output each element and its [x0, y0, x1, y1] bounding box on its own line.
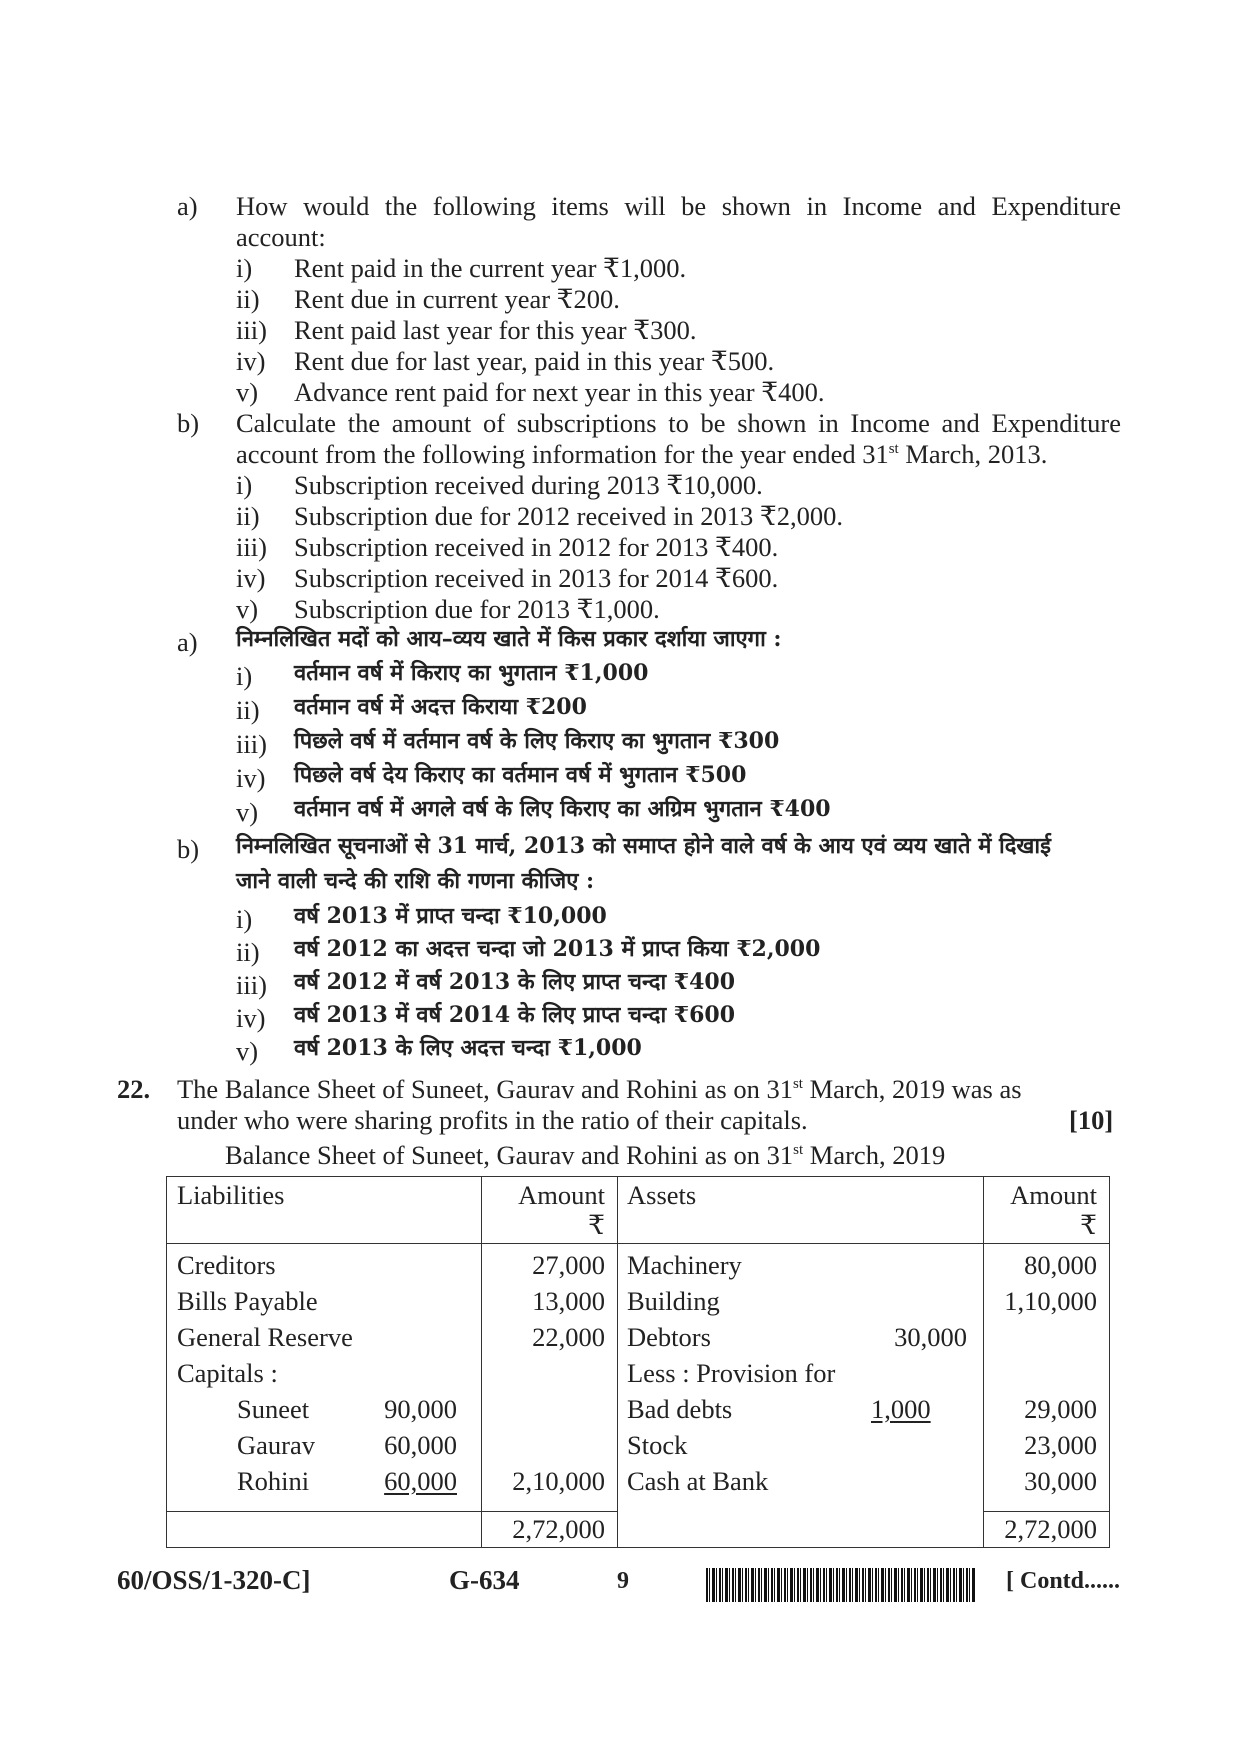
- q-a-label: a): [177, 191, 198, 221]
- asset-label: Cash at Bank: [627, 1466, 769, 1496]
- list-item-num: v): [236, 797, 259, 827]
- list-item-text: Subscription received in 2013 for 2014 ₹600.: [294, 563, 779, 593]
- q22-line1: The Balance Sheet of Suneet, Gaurav and Rohini as on 31st March, 2019 was as: [177, 1074, 1022, 1104]
- header-amount: Amount: [1010, 1180, 1097, 1210]
- liability-label: Bills Payable: [177, 1286, 318, 1316]
- table-caption: Balance Sheet of Suneet, Gaurav and Rohini as on 31st March, 2019: [225, 1140, 946, 1170]
- marks-badge: [10]: [1069, 1105, 1114, 1135]
- liability-amount: 27,000: [532, 1250, 605, 1280]
- total-assets: 2,72,000: [1004, 1514, 1097, 1544]
- list-item-text: पिछले वर्ष देय किराए का वर्तमान वर्ष में भुगतान ₹500: [294, 762, 747, 788]
- liability-amount: 22,000: [532, 1322, 605, 1352]
- list-item-num: iv): [236, 346, 266, 376]
- asset-inner-amount: 30,000: [894, 1322, 967, 1352]
- asset-label: Less : Provision for: [627, 1358, 836, 1388]
- list-item-num: iv): [236, 763, 266, 793]
- list-item-text: वर्तमान वर्ष में अदत्त किराया ₹200: [294, 694, 587, 720]
- capital-value: 60,000: [384, 1466, 457, 1496]
- contd-label: [ Contd......: [1006, 1568, 1121, 1594]
- list-item-num: iii): [236, 970, 267, 1000]
- list-item-text: पिछले वर्ष में वर्तमान वर्ष के लिए किराए का भुगतान ₹300: [294, 728, 780, 754]
- liability-label: Capitals :: [177, 1358, 278, 1388]
- list-item-num: i): [236, 253, 253, 283]
- list-item-num: v): [236, 594, 259, 624]
- rupee-symbol: ₹: [1080, 1210, 1097, 1240]
- q-a-line1: How would the following items will be shown in Income and Expenditure: [236, 191, 1121, 221]
- list-item-num: iii): [236, 532, 267, 562]
- question-number: 22.: [117, 1074, 151, 1104]
- liability-label: Creditors: [177, 1250, 276, 1280]
- list-item-text: Rent paid last year for this year ₹300.: [294, 315, 697, 345]
- list-item-num: i): [236, 661, 253, 691]
- list-item-text: वर्तमान वर्ष में किराए का भुगतान ₹1,000: [294, 660, 649, 686]
- asset-label: Debtors: [627, 1322, 711, 1352]
- list-item-text: Subscription received during 2013 ₹10,000.: [294, 470, 763, 500]
- list-item-num: i): [236, 904, 253, 934]
- asset-amount: 30,000: [1024, 1466, 1097, 1496]
- list-item-num: v): [236, 377, 259, 407]
- liability-label: General Reserve: [177, 1322, 353, 1352]
- q22-line2: under who were sharing profits in the ratio of their capitals.: [177, 1105, 808, 1135]
- total-divider-left: [167, 1511, 617, 1512]
- hindi-b-line1: निम्नलिखित सूचनाओं से 31 मार्च, 2013 को समाप्त होने वाले वर्ष के आय एवं व्यय खाते में दिखाई: [236, 833, 1051, 859]
- q-b-line2: account from the following information for the year ended 31st March, 2013.: [236, 439, 1048, 469]
- list-item-text: Rent due for last year, paid in this year ₹500.: [294, 346, 775, 376]
- hindi-a-label: a): [177, 627, 198, 657]
- list-item-num: iii): [236, 315, 267, 345]
- header-amount: Amount: [518, 1180, 605, 1210]
- total-liabilities: 2,72,000: [512, 1514, 605, 1544]
- column-divider: [481, 1177, 482, 1547]
- asset-amount: 29,000: [1024, 1394, 1097, 1424]
- list-item-num: i): [236, 470, 253, 500]
- q-b-line1: Calculate the amount of subscriptions to be shown in Income and Expenditure: [236, 408, 1121, 438]
- q-a-line2: account:: [236, 222, 326, 252]
- asset-label: Machinery: [627, 1250, 742, 1280]
- capital-name: Gaurav: [237, 1430, 315, 1460]
- asset-label: Building: [627, 1286, 720, 1316]
- asset-label: Stock: [627, 1430, 688, 1460]
- barcode-image: [706, 1568, 976, 1602]
- total-divider-right: [983, 1511, 1109, 1512]
- liability-amount: 13,000: [532, 1286, 605, 1316]
- header-divider: [167, 1243, 1109, 1244]
- list-item-num: iii): [236, 729, 267, 759]
- hindi-a-line1: निम्नलिखित मदों को आय–व्यय खाते में किस प्रकार दर्शाया जाएगा :: [236, 626, 782, 652]
- list-item-num: ii): [236, 501, 260, 531]
- list-item-num: ii): [236, 937, 260, 967]
- column-divider: [617, 1177, 618, 1547]
- list-item-text: Rent paid in the current year ₹1,000.: [294, 253, 687, 283]
- capital-value: 60,000: [384, 1430, 457, 1460]
- capital-name: Suneet: [237, 1394, 310, 1424]
- balance-sheet-table: [166, 1176, 1110, 1548]
- page-number: 9: [617, 1568, 629, 1594]
- list-item-num: iv): [236, 563, 266, 593]
- asset-amount: 80,000: [1024, 1250, 1097, 1280]
- list-item-text: वर्ष 2012 में वर्ष 2013 के लिए प्राप्त चन्दा ₹400: [294, 969, 736, 995]
- capital-total: 2,10,000: [512, 1466, 605, 1496]
- list-item-text: Rent due in current year ₹200.: [294, 284, 620, 314]
- capital-name: Rohini: [237, 1466, 310, 1496]
- asset-amount: 23,000: [1024, 1430, 1097, 1460]
- asset-inner-amount: 1,000: [871, 1394, 931, 1424]
- header-assets: Assets: [627, 1180, 697, 1210]
- list-item-num: ii): [236, 695, 260, 725]
- list-item-text: वर्तमान वर्ष में अगले वर्ष के लिए किराए का अग्रिम भुगतान ₹400: [294, 796, 831, 822]
- list-item-text: Subscription due for 2013 ₹1,000.: [294, 594, 660, 624]
- asset-label: Bad debts: [627, 1394, 733, 1424]
- rupee-symbol: ₹: [588, 1210, 605, 1240]
- column-divider: [983, 1177, 984, 1547]
- capital-value: 90,000: [384, 1394, 457, 1424]
- header-liabilities: Liabilities: [177, 1180, 285, 1210]
- list-item-text: वर्ष 2012 का अदत्त चन्दा जो 2013 में प्राप्त किया ₹2,000: [294, 936, 821, 962]
- hindi-b-label: b): [177, 834, 200, 864]
- list-item-num: v): [236, 1036, 259, 1066]
- list-item-num: iv): [236, 1003, 266, 1033]
- list-item-text: Advance rent paid for next year in this year ₹400.: [294, 377, 825, 407]
- list-item-text: वर्ष 2013 में प्राप्त चन्दा ₹10,000: [294, 903, 607, 929]
- q-b-label: b): [177, 408, 200, 438]
- hindi-b-line2: जाने वाली चन्दे की राशि की गणना कीजिए :: [236, 868, 595, 894]
- list-item-text: वर्ष 2013 के लिए अदत्त चन्दा ₹1,000: [294, 1035, 642, 1061]
- list-item-num: ii): [236, 284, 260, 314]
- list-item-text: Subscription received in 2012 for 2013 ₹400.: [294, 532, 779, 562]
- list-item-text: वर्ष 2013 में वर्ष 2014 के लिए प्राप्त चन्दा ₹600: [294, 1002, 736, 1028]
- asset-amount: 1,10,000: [1004, 1286, 1097, 1316]
- list-item-text: Subscription due for 2012 received in 2013 ₹2,000.: [294, 501, 843, 531]
- paper-code: 60/OSS/1-320-C]: [117, 1565, 311, 1595]
- series-code: G-634: [449, 1565, 520, 1595]
